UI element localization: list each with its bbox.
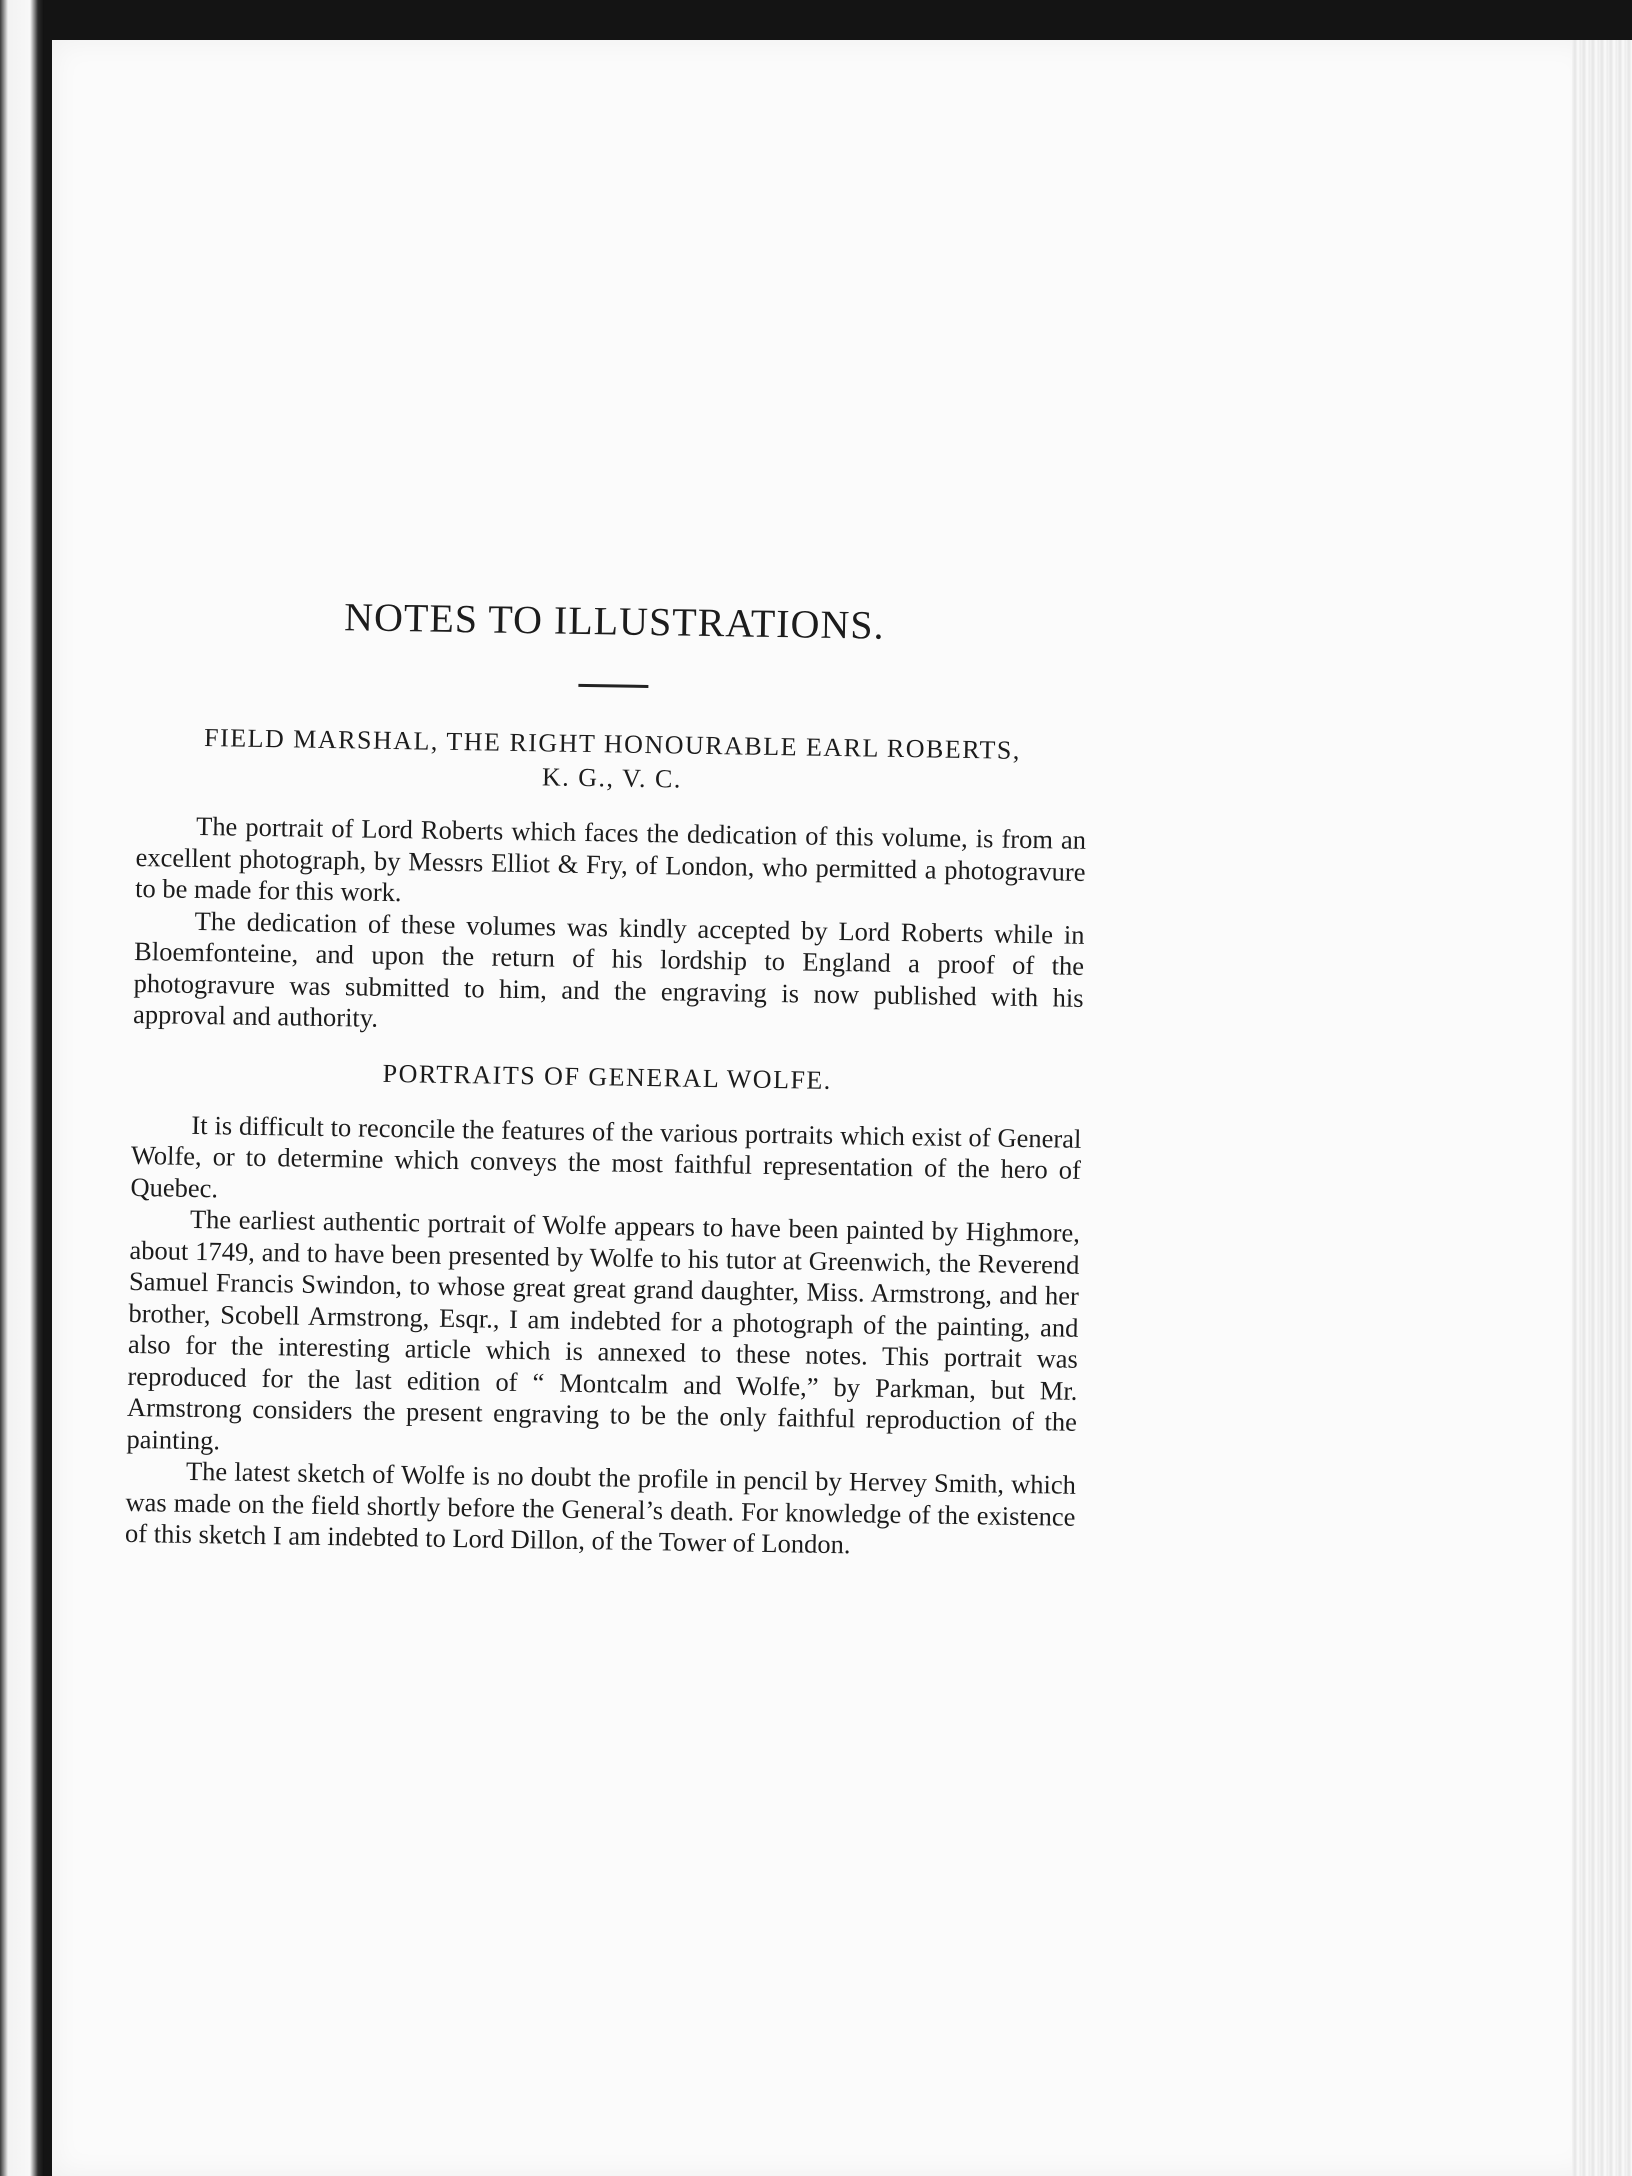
section-heading-text: FIELD MARSHAL, THE RIGHT HONOURABLE EARL ROBERTS, [203,723,1022,765]
paragraph: It is difficult to reconcile the features of the various portraits which exist of General Wolfe, or to determine which conveys the most faithful representation of the hero of Quebec. [130,1109,1082,1203]
section-heading: PORTRAITS OF GENERAL WOLFE. [382,1058,833,1095]
page-stack-edge [1572,40,1632,2176]
title-rule [578,684,648,688]
paragraph: The latest sketch of Wolfe is no doubt the profile in pencil by Hervey Smith, which was made on the field shortly before the General’s death. For knowledge of the existence of this sketch I am indebted to Lord Dillon, of the Tower of London. [124,1455,1077,1560]
paragraph: The dedication of these volumes was kindly accepted by Lord Roberts while in Bloemfonteine, and upon the return of his lordship to England a proof of the photogravure was submitted to him, and the engraving is now published with his approval and authority. [132,905,1085,1033]
paragraph: The portrait of Lord Roberts which faces the dedication of this volume, is from an excellent photograph, by Messrs Elliot & Fry, of London, who permitted a photogravure to be made for this work. [134,810,1087,908]
page-title: NOTES TO ILLUSTRATIONS. [343,594,885,648]
section-subheading: K. G., V. C. [541,762,683,794]
facing-page-edge [0,0,44,2176]
paragraph: The earliest authentic portrait of Wolfe appears to have been painted by Highmore, about 1749, and to have been presented by Wolfe to his tutor at Greenwich, the Reverend Samuel Francis Swindon, to whose great great grand daughter, Miss. Armstrong, and her brother, Scobell Armstrong, Esqr., I am indebted for a photograph of the painting, and also for the interesting article which is annexed to these notes. This portrait was reproduced for the last edition of “ Montcalm and Wolfe,” by Parkman, but Mr. Armstrong considers the present engraving to be the only faithful reproduction of the painting. [126,1203,1081,1455]
section-heading [137,720,1088,803]
page-content [125,580,1090,1564]
section-general-wolfe [125,1052,1083,1564]
section-earl-roberts [133,720,1088,1045]
